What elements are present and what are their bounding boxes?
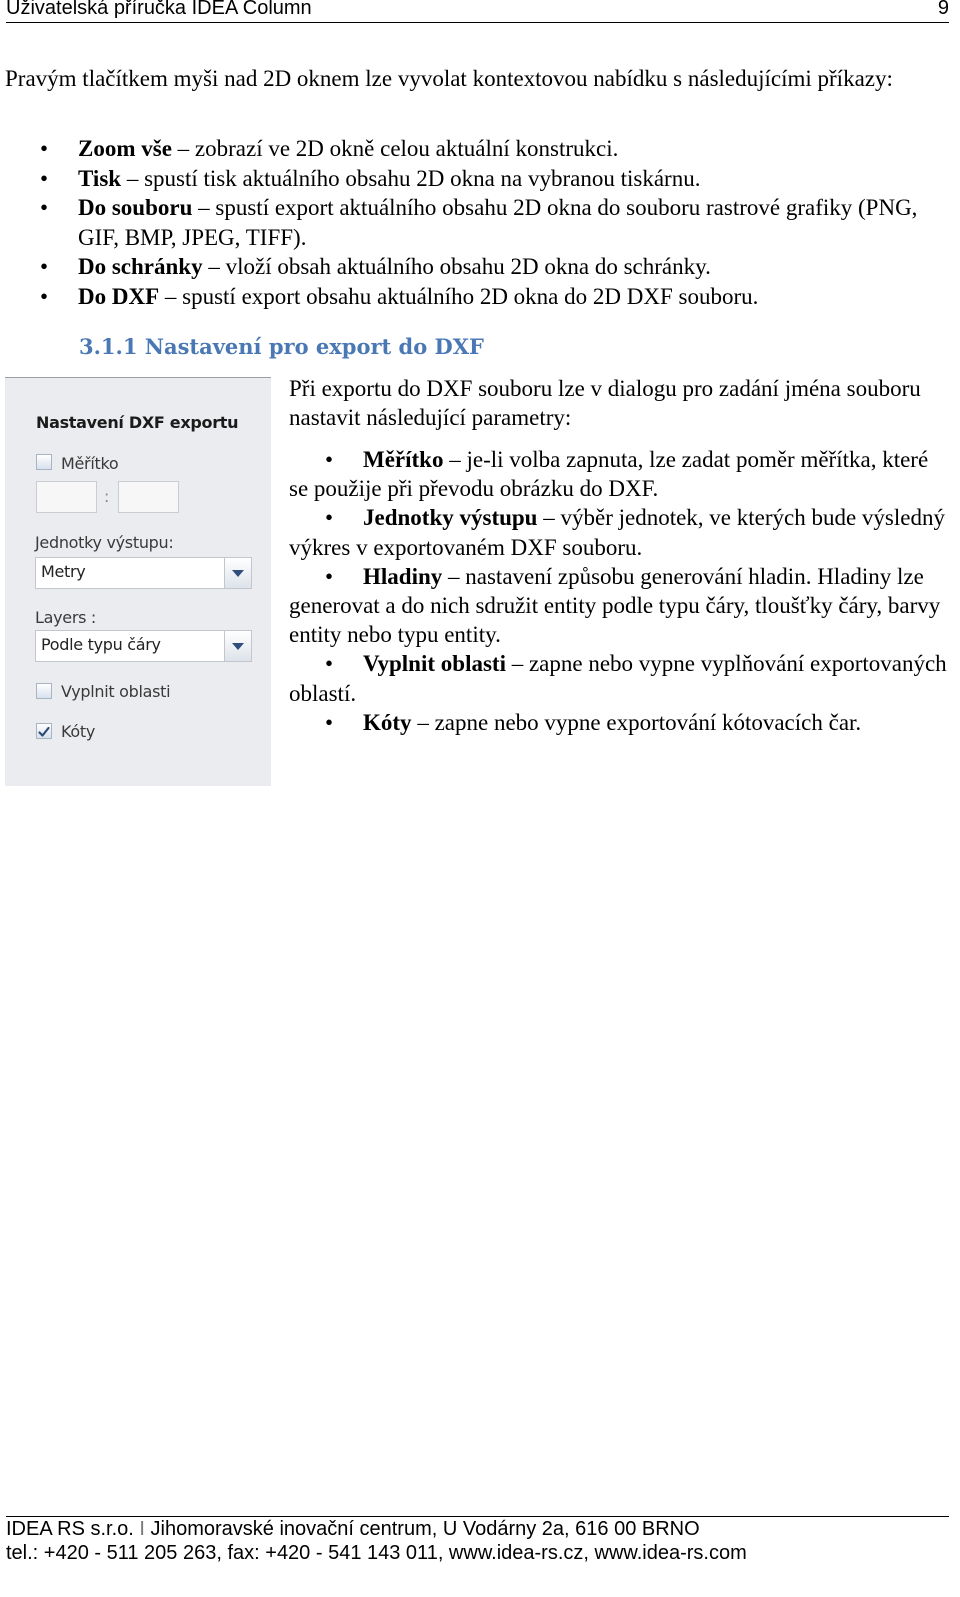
list-item — [289, 503, 949, 561]
layers-label: Layers : — [35, 608, 97, 627]
list-item-text: – zapne nebo vypne vyplňování exportovaných oblastí. — [289, 651, 947, 706]
units-value: Metry — [41, 562, 86, 581]
footer-contacts: tel.: +420 - 511 205 263, fax: +420 - 541 143 011, www.idea-rs.cz, www.idea-rs.com — [6, 1542, 747, 1564]
bullet-icon: • — [40, 165, 49, 191]
bullet-icon: • — [40, 195, 49, 221]
list-item — [289, 708, 949, 737]
scale-separator: : — [104, 487, 110, 506]
list-item — [40, 134, 945, 164]
bullet-icon: • — [40, 283, 49, 309]
checkmark-icon — [37, 725, 51, 739]
page-footer — [6, 1516, 949, 1565]
scale-checkbox[interactable] — [36, 454, 52, 470]
document-title: Uživatelská příručka IDEA Column — [6, 0, 312, 19]
fill-areas-checkbox[interactable] — [36, 683, 52, 699]
page-number: 9 — [937, 0, 949, 19]
list-item-term: Do DXF — [78, 283, 160, 309]
chevron-down-icon[interactable] — [224, 631, 251, 661]
footer-address-line — [6, 1517, 949, 1541]
list-item-term: Vyplnit oblasti — [363, 651, 506, 677]
dimensions-checkbox[interactable] — [36, 723, 52, 739]
units-label: Jednotky výstupu: — [35, 533, 174, 552]
intro-paragraph: Pravým tlačítkem myši nad 2D oknem lze vyvolat kontextovou nabídku s následujícími příkazy: — [5, 66, 893, 91]
list-item — [40, 164, 945, 194]
list-item-term: Kóty — [363, 709, 412, 735]
list-item-term: Do souboru — [78, 195, 193, 221]
list-item — [289, 562, 949, 650]
dialog-title: Nastavení DXF exportu — [36, 413, 239, 432]
units-select[interactable] — [35, 557, 252, 589]
bullet-icon: • — [40, 136, 49, 161]
list-item — [40, 282, 945, 312]
list-item-text: – spustí tisk aktuálního obsahu 2D okna na vybranou tiskárnu. — [121, 165, 701, 191]
bullet-icon: • — [40, 254, 49, 280]
bullet-icon: • — [325, 563, 334, 589]
list-item — [289, 445, 949, 503]
bullet-icon: • — [325, 447, 334, 472]
scale-denominator-input[interactable] — [118, 481, 179, 513]
list-item-term: Zoom vše — [78, 136, 172, 161]
list-item-term: Jednotky výstupu — [363, 505, 538, 531]
chevron-down-icon[interactable] — [224, 558, 251, 588]
layers-select[interactable] — [35, 630, 252, 662]
list-item-text: – zapne nebo vypne exportování kótovacích čar. — [411, 709, 862, 735]
dimensions-label: Kóty — [61, 722, 96, 741]
scale-numerator-input[interactable] — [36, 481, 97, 513]
list-item — [289, 649, 949, 707]
list-item — [40, 252, 945, 282]
footer-company: IDEA RS s.r.o. — [6, 1518, 134, 1540]
dxf-export-dialog — [5, 377, 271, 786]
page-header — [6, 0, 949, 23]
list-item-term: Měřítko — [363, 447, 444, 472]
list-item-text: – vloží obsah aktuálního obsahu 2D okna do schránky. — [202, 254, 711, 280]
parameter-list — [289, 445, 949, 737]
layers-value: Podle typu čáry — [41, 635, 161, 654]
list-item-text: – zobrazí ve 2D okně celou aktuální konstrukci. — [171, 136, 619, 161]
list-item-text: – spustí export aktuálního obsahu 2D okna do souboru rastrové grafiky (PNG, GIF, BMP, JPEG, TIFF). — [78, 195, 918, 250]
list-item-text: – je-li volba zapnuta, lze zadat poměr měřítka, které se použije při převodu obrázku do DXF. — [289, 447, 929, 502]
command-list — [40, 134, 945, 312]
list-item-text: – spustí export obsahu aktuálního 2D okna do 2D DXF souboru. — [159, 283, 759, 309]
export-intro-paragraph: Při exportu do DXF souboru lze v dialogu pro zadání jména souboru nastavit následující parametry: — [289, 376, 921, 430]
section-heading: 3.1.1 Nastavení pro export do DXF — [79, 334, 484, 359]
list-item-term: Tisk — [78, 165, 122, 191]
list-item — [40, 193, 945, 252]
bullet-icon: • — [325, 709, 334, 735]
bullet-icon: • — [325, 505, 334, 531]
list-item-term: Hladiny — [363, 563, 443, 589]
footer-separator: I — [139, 1518, 145, 1540]
scale-label: Měřítko — [61, 454, 119, 473]
fill-areas-label: Vyplnit oblasti — [61, 682, 171, 701]
footer-address: Jihomoravské inovační centrum, U Vodárny 2a, 616 00 BRNO — [150, 1518, 700, 1540]
bullet-icon: • — [325, 651, 334, 677]
list-item-term: Do schránky — [78, 254, 203, 280]
list-item-text: – výběr jednotek, ve kterých bude výsledný výkres v exportovaném DXF souboru. — [289, 505, 945, 560]
list-item-text: – nastavení způsobu generování hladin. Hladiny lze generovat a do nich sdružit entity podle typu čáry, tloušťky čáry, barvy entity nebo typu entity. — [289, 563, 941, 648]
